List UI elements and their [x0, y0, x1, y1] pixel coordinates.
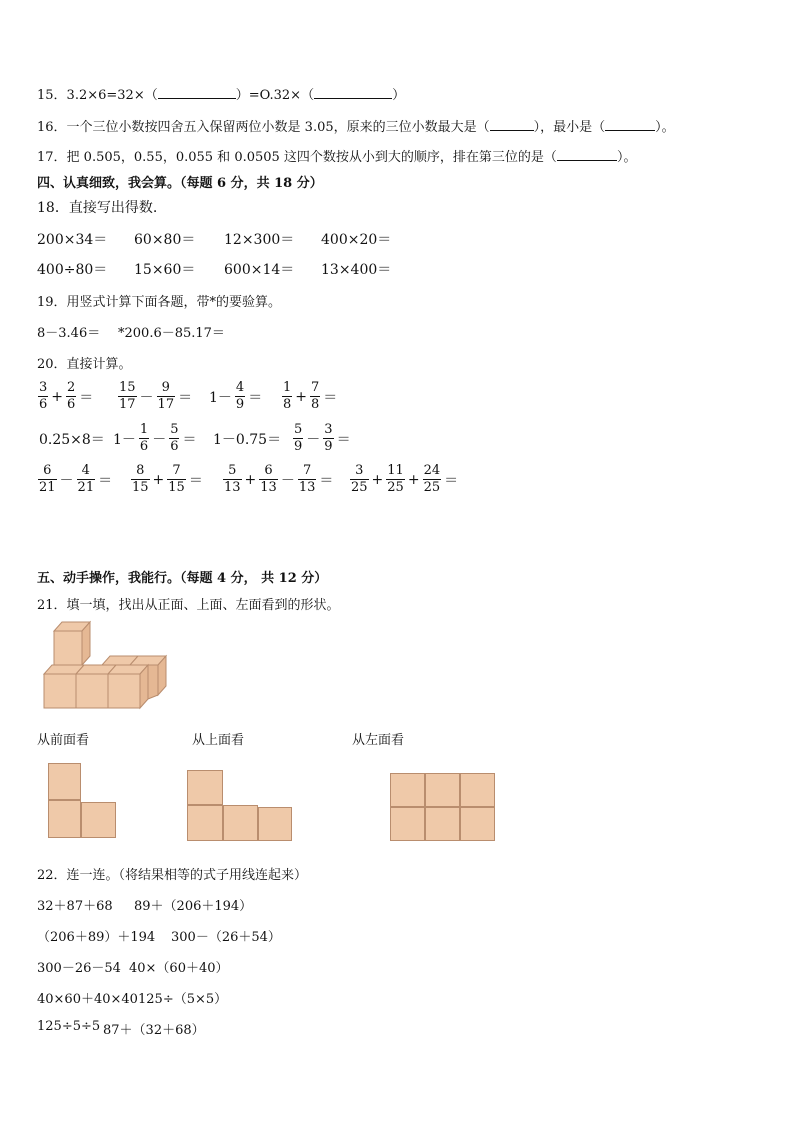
fraction: $\frac{15}{17}$ [119, 380, 136, 412]
view-label-front: 从前面看 [37, 733, 90, 748]
section-4-heading: 四、认真细致，我会算。（每题 6 分，共 18 分） [37, 176, 323, 191]
question-21-title: 21．填一填，找出从正面、上面、左面看到的形状。 [37, 598, 340, 613]
match-right-item[interactable]: 40×（60＋40） [129, 961, 229, 976]
fraction: $\frac{4}{9}$ [235, 380, 245, 412]
fraction: $\frac{3}{6}$ [39, 380, 48, 412]
match-left-item[interactable]: （206＋89）＋194 [37, 930, 156, 945]
view-square [460, 807, 495, 841]
answer-blank[interactable] [557, 148, 617, 161]
match-left-item[interactable]: 40×60＋40×40 [37, 992, 138, 1007]
section-5-heading: 五、动手操作，我能行。（每题 4 分， 共 12 分） [37, 571, 328, 586]
match-right-item[interactable]: 125÷（5×5） [138, 992, 228, 1007]
fraction: $\frac{5}{13}$ [224, 463, 241, 495]
question-20-title: 20．直接计算。 [37, 357, 132, 372]
match-left-item[interactable]: 32＋87＋68 [37, 899, 113, 914]
view-square [258, 807, 292, 841]
answer-blank[interactable] [605, 118, 655, 131]
view-square [187, 805, 223, 841]
q18-item: 600×14＝ [224, 262, 295, 278]
cube-stack-figure [40, 618, 175, 713]
match-right-item[interactable]: 87＋（32＋68） [103, 1023, 205, 1038]
q20-expression: $\frac{5}{13}$ + $\frac{6}{13}$ － $\frac{7}{13}$ ＝ [224, 463, 334, 495]
question-15: 15．3.2×6=32×（ ）=O.32×（ ） [37, 88, 406, 103]
q20-expression: $\frac{3}{25}$ + $\frac{11}{25}$ + $\frac{24}{25}$ ＝ [351, 463, 459, 495]
q20-expression: $\frac{1}{8}$ + $\frac{7}{8}$ ＝ [283, 380, 338, 412]
q18-item: 13×400＝ [321, 262, 392, 278]
question-19-title: 19．用竖式计算下面各题，带*的要验算。 [37, 295, 282, 310]
q19-item: 8－3.46＝ [37, 326, 101, 341]
q18-item: 15×60＝ [134, 262, 196, 278]
question-16: 16．一个三位小数按四舍五入保留两位小数是 3.05，原来的三位小数最大是（ ），最小是（ ）。 [37, 120, 675, 135]
cube-face [108, 674, 140, 708]
q20-expression: $\frac{15}{17}$ － $\frac{9}{17}$ ＝ [119, 380, 193, 412]
view-square [48, 800, 81, 838]
fraction: $\frac{11}{25}$ [387, 463, 404, 495]
q19-item: *200.6－85.17＝ [118, 326, 225, 341]
q20-expression: 1－0.75＝ [213, 432, 282, 448]
answer-blank[interactable] [490, 118, 534, 131]
fraction: $\frac{3}{25}$ [351, 463, 368, 495]
view-square [48, 763, 81, 800]
match-left-item[interactable]: 125÷5÷5 [37, 1019, 101, 1034]
fraction: $\frac{3}{9}$ [324, 422, 333, 454]
match-left-item[interactable]: 300－26－54 [37, 961, 121, 976]
cube-face [54, 631, 82, 665]
fraction: $\frac{5}{6}$ [170, 422, 179, 454]
question-22-title: 22．连一连。（将结果相等的式子用线连起来） [37, 868, 308, 883]
q20-expression: $\frac{8}{15}$ + $\frac{7}{15}$ ＝ [132, 463, 203, 495]
question-17: 17．把 0.505，0.55，0.055 和 0.0505 这四个数按从小到大的顺序，排在第三位的是（ ）。 [37, 150, 637, 165]
question-18-title: 18．直接写出得数. [37, 200, 158, 216]
q18-item: 12×300＝ [224, 232, 295, 248]
fraction: $\frac{24}{25}$ [423, 463, 441, 495]
view-square [390, 807, 425, 841]
q18-item: 400×20＝ [321, 232, 392, 248]
fraction: $\frac{7}{15}$ [168, 463, 185, 495]
fraction: $\frac{4}{21}$ [77, 463, 95, 495]
q20-expression: 1－ $\frac{4}{9}$ ＝ [209, 380, 263, 412]
view-label-left: 从左面看 [352, 733, 405, 748]
fraction: $\frac{1}{8}$ [283, 380, 292, 412]
view-square [187, 770, 223, 805]
fraction: $\frac{6}{21}$ [39, 463, 56, 495]
q20-expression: 0.25×8＝ [39, 432, 105, 448]
view-square [81, 802, 116, 838]
view-square [460, 773, 495, 807]
q20-expression: 1－ $\frac{1}{6}$ － $\frac{5}{6}$ ＝ [113, 422, 197, 454]
view-square [390, 773, 425, 807]
match-right-item[interactable]: 300－（26＋54） [171, 930, 281, 945]
fraction: $\frac{6}{13}$ [260, 463, 277, 495]
view-square [425, 807, 460, 841]
q18-item: 400÷80＝ [37, 262, 108, 278]
answer-blank[interactable] [314, 86, 392, 99]
fraction: $\frac{1}{6}$ [139, 422, 149, 454]
match-right-item[interactable]: 89＋（206＋194） [134, 899, 253, 914]
q20-expression: $\frac{3}{6}$ + $\frac{2}{6}$ ＝ [39, 380, 94, 412]
fraction: $\frac{8}{15}$ [132, 463, 149, 495]
q20-expression: $\frac{6}{21}$ － $\frac{4}{21}$ ＝ [39, 463, 113, 495]
view-square [425, 773, 460, 807]
fraction: $\frac{2}{6}$ [67, 380, 76, 412]
fraction: $\frac{7}{8}$ [311, 380, 320, 412]
view-square [223, 805, 258, 841]
fraction: $\frac{5}{9}$ [294, 422, 303, 454]
q18-item: 200×34＝ [37, 232, 108, 248]
fraction: $\frac{7}{13}$ [298, 463, 316, 495]
cube-face [76, 674, 108, 708]
answer-blank[interactable] [158, 86, 236, 99]
fraction: $\frac{9}{17}$ [157, 380, 175, 412]
cube-face [148, 665, 158, 699]
q20-expression: $\frac{5}{9}$ － $\frac{3}{9}$ ＝ [294, 422, 351, 454]
view-label-top: 从上面看 [192, 733, 245, 748]
cube-face [44, 674, 76, 708]
q18-item: 60×80＝ [134, 232, 196, 248]
